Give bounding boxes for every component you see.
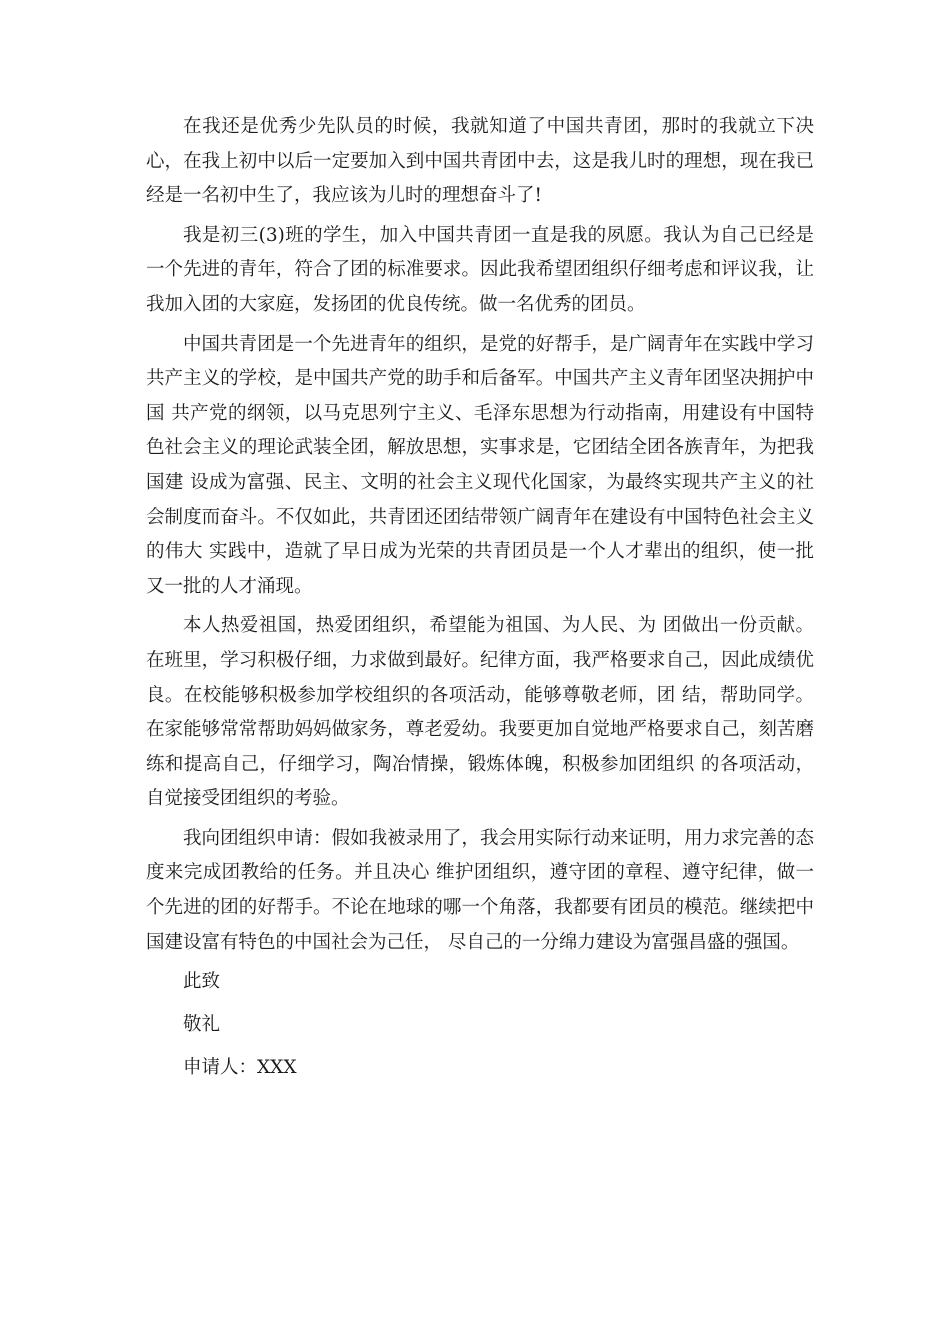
closing-salute: 敬礼	[183, 1014, 221, 1036]
paragraph-3: 中国共青团是一个先进青年的组织，是党的好帮手，是广阔青年在实践中学习共产主义的学校，是中国共产党的助手和后备军。中国共产主义青年团坚决拥护中国 共产党的纲领，以马克思列宁主义、毛泽东思想为行动指南，用建设有中国特色社会主义的理论武装全团，解放思想，实事求是，它团结全团各族青年，为把我国建 设成为富强、民主、文明的社会主义现代化国家，为最终实现共产主义的社会制度而奋斗。不仅如此，共青团还团结带领广阔青年在建设有中国特色社会主义的伟大 实践中，造就了早日成为光荣的共青团员是一个人才辈出的组织，使一批又一批的人才涌现。	[146, 333, 814, 597]
application-letter	[146, 110, 814, 1094]
paragraph-2: 我是初三(3)班的学生，加入中国共青团一直是我的夙愿。我认为自己已经是一个先进的青年，符合了团的标准要求。因此我希望团组织仔细考虑和评议我，让我加入团的大家庭，发扬团的优良传统。做一名优秀的团员。	[146, 224, 814, 315]
paragraph-4: 本人热爱祖国，热爱团组织，希望能为祖国、为人民、为 团做出一份贡献。在班里，学习积极仔细，力求做到最好。纪律方面，我严格要求自己，因此成绩优良。在校能够积极参加学校组织的各项活动，能够尊敬老师，团 结，帮助同学。在家能够常常帮助妈妈做家务，尊老爱幼。我要更加自觉地严格要求自己，刻苦磨练和提高自己，仔细学习，陶冶情操，锻炼体魄，积极参加团组织 的各项活动，自觉接受团组织的考验。	[146, 615, 814, 810]
signature-line: 申请人：XXX	[183, 1057, 297, 1079]
paragraph-1: 在我还是优秀少先队员的时候，我就知道了中国共青团，那时的我就立下决心，在我上初中以后一定要加入到中国共青团中去，这是我儿时的理想，现在我已经是一名初中生了，我应该为儿时的理想奋斗了!	[146, 116, 814, 207]
paragraph-5: 我向团组织申请：假如我被录用了，我会用实际行动来证明，用力求完善的态度来完成团教给的任务。并且决心 维护团组织，遵守团的章程、遵守纪律，做一个先进的团的好帮手。不论在地球的哪一个角落，我都要有团员的模范。继续把中国建设富有特色的中国社会为己任， 尽自己的一分绵力建设为富强昌盛的强国。	[146, 827, 814, 953]
closing-greeting: 此致	[183, 971, 221, 993]
